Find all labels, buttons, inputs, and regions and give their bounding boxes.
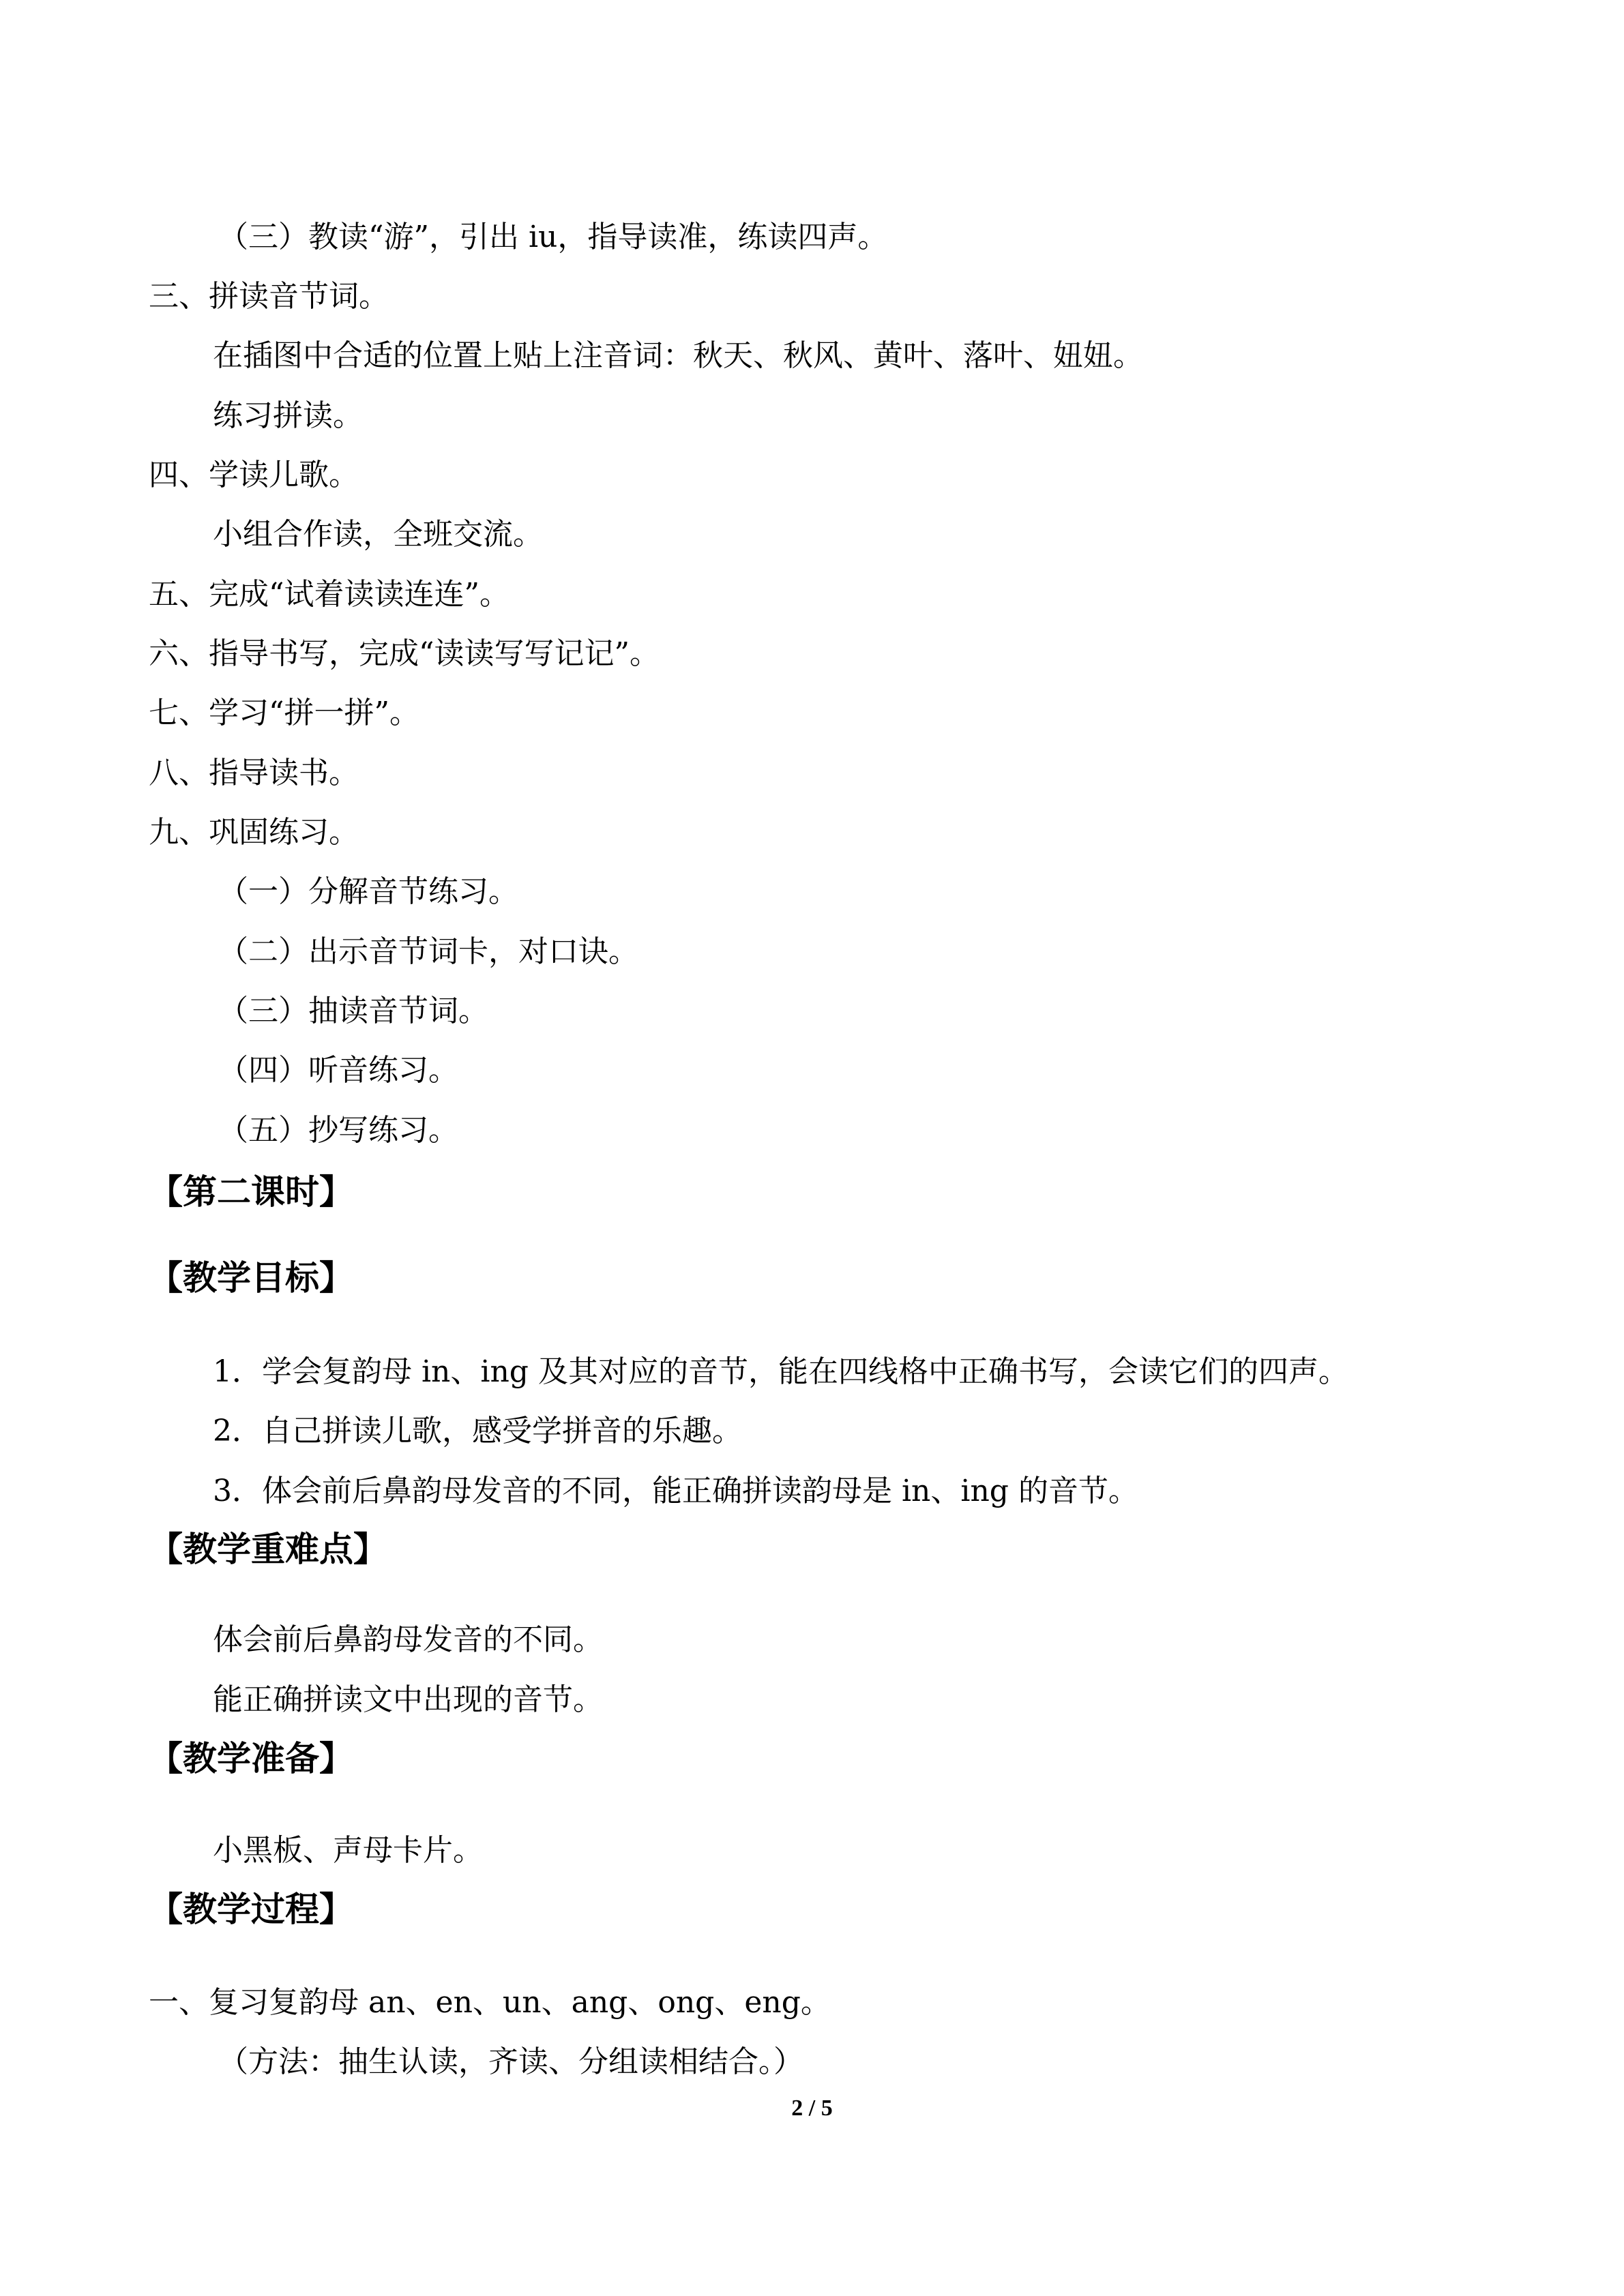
- step-line: 五、完成“试着读读连连”。: [149, 577, 510, 612]
- page-number: 2 / 5: [791, 2096, 833, 2121]
- process-step: 一、复习复韵母 an、en、un、ang、ong、eng。: [149, 1985, 831, 2020]
- step-line: （四）听音练习。: [218, 1053, 458, 1088]
- step-line: 七、学习“拼一拼”。: [149, 696, 419, 730]
- step-line: 在插图中合适的位置上贴上注音词：秋天、秋风、黄叶、落叶、妞妞。: [213, 338, 1143, 373]
- step-line: （三）抽读音节词。: [218, 994, 488, 1028]
- step-line: （三）教读“游”，引出 iu，指导读准，练读四声。: [218, 220, 888, 254]
- step-line: 三、拼读音节词。: [149, 279, 389, 314]
- process-step: （方法：抽生认读，齐读、分组读相结合。）: [218, 2044, 803, 2079]
- step-line: 练习拼读。: [213, 398, 363, 433]
- step-line: 九、巩固练习。: [149, 815, 359, 850]
- heading-process: 【教学过程】: [149, 1890, 353, 1929]
- step-line: （一）分解音节练习。: [218, 874, 518, 909]
- step-line: 六、指导书写，完成“读读写写记记”。: [149, 636, 660, 671]
- step-line: 八、指导读书。: [149, 756, 359, 790]
- goal-item: 2．自己拼读儿歌，感受学拼音的乐趣。: [213, 1414, 742, 1448]
- preparation-text: 小黑板、声母卡片。: [213, 1833, 483, 1868]
- goal-item: 3．体会前后鼻韵母发音的不同，能正确拼读韵母是 in、ing 的音节。: [213, 1474, 1138, 1508]
- step-line: （五）抄写练习。: [218, 1113, 458, 1148]
- step-line: 小组合作读，全班交流。: [213, 517, 543, 552]
- key-point-item: 能正确拼读文中出现的音节。: [213, 1682, 603, 1717]
- heading-lesson2: 【第二课时】: [149, 1172, 353, 1212]
- heading-goals: 【教学目标】: [149, 1258, 353, 1298]
- heading-key-points: 【教学重难点】: [149, 1530, 387, 1569]
- step-line: （二）出示音节词卡，对口诀。: [218, 934, 638, 969]
- key-point-item: 体会前后鼻韵母发音的不同。: [213, 1622, 603, 1657]
- heading-preparation: 【教学准备】: [149, 1739, 353, 1778]
- step-line: 四、学读儿歌。: [149, 458, 359, 492]
- goal-item: 1．学会复韵母 in、ing 及其对应的音节，能在四线格中正确书写，会读它们的四声。: [213, 1354, 1348, 1389]
